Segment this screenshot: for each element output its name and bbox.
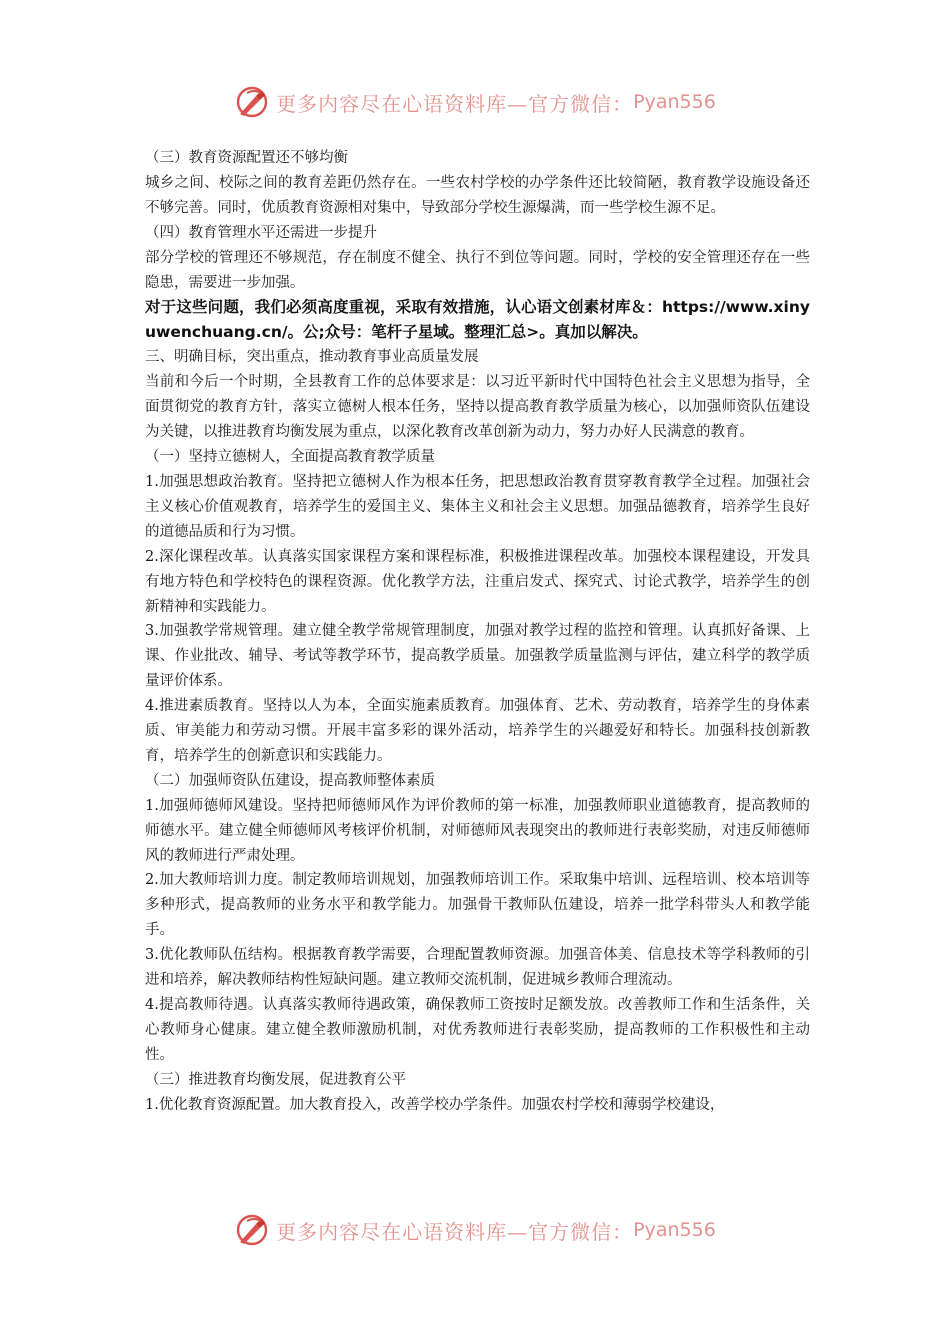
paragraph: （一）坚持立德树人，全面提高教育教学质量 — [145, 449, 435, 466]
paragraph: （三）推进教育均衡发展，促进教育公平 — [145, 1071, 406, 1088]
paragraph: 2.深化课程改革。认真落实国家课程方案和课程标准，积极推进课程改革。加强校本课程建设，开发具有地方特色和学校特色的课程资源。优化教学方法，注重启发式、探究式、讨论式教学，培养学生的创新精神和实践能力。 — [145, 548, 810, 615]
paragraph: 1.加强思想政治教育。坚持把立德树人作为根本任务，把思想政治教育贯穿教育教学全过程。加强社会主义核心价值观教育，培养学生的爱国主义、集体主义和社会主义思想。加强品德教育，培养学生良好的道德品质和行为习惯。 — [145, 473, 810, 540]
document-body — [145, 146, 810, 1118]
paragraph: 当前和今后一个时期，全县教育工作的总体要求是：以习近平新时代中国特色社会主义思想为指导，全面贯彻党的教育方针，落实立德树人根本任务，坚持以提高教育教学质量为核心，以加强师资队伍建设为关键，以推进教育均衡发展为重点，以深化教育改革创新为动力，努力办好人民满意的教育。 — [145, 374, 810, 441]
paragraph: 三、明确目标，突出重点，推动教育事业高质量发展 — [145, 349, 479, 366]
bold-notice-paragraph: 对于这些问题，我们必须高度重视，采取有效措施，认心语文创素材库＆：https://www.xinyuwenchuang.cn/。公;众号：笔杆子星域。整理汇总>。真加以解决。 — [145, 298, 810, 342]
banner-text: 更多内容尽在心语资料库—官方微信： — [276, 91, 634, 116]
banner-wechat-id: Pyan556 — [633, 91, 716, 113]
paragraph: 1.优化教育资源配置。加大教育投入，改善学校办学条件。加强农村学校和薄弱学校建设， — [145, 1096, 725, 1113]
paragraph: （四）教育管理水平还需进一步提升 — [145, 224, 377, 241]
paragraph: 城乡之间、校际之间的教育差距仍然存在。一些农村学校的办学条件还比较简陋，教育教学设施设备还不够完善。同时，优质教育资源相对集中，导致部分学校生源爆满，而一些学校生源不足。 — [145, 174, 810, 216]
paragraph: 部分学校的管理还不够规范，存在制度不健全、执行不到位等问题。同时，学校的安全管理还存在一些隐患，需要进一步加强。 — [145, 249, 810, 291]
pen-nib-logo-icon — [234, 1212, 270, 1248]
paragraph: 3.加强教学常规管理。建立健全教学常规管理制度，加强对教学过程的监控和管理。认真抓好备课、上课、作业批改、辅导、考试等教学环节，提高教学质量。加强教学质量监测与评估，建立科学的教学质量评价体系。 — [145, 623, 810, 690]
paragraph: 4.提高教师待遇。认真落实教师待遇政策，确保教师工资按时足额发放。改善教师工作和生活条件，关心教师身心健康。建立健全教师激励机制，对优秀教师进行表彰奖励，提高教师的工作积极性和主动性。 — [145, 997, 810, 1063]
banner-wechat-id: Pyan556 — [633, 1219, 716, 1241]
paragraph: 2.加大教师培训力度。制定教师培训规划，加强教师培训工作。采取集中培训、远程培训、校本培训等多种形式，提高教师的业务水平和教学能力。加强骨干教师队伍建设，培养一批学科带头人和教学能手。 — [145, 872, 810, 939]
pen-nib-logo-icon — [234, 84, 270, 120]
paragraph: （三）教育资源配置还不够均衡 — [145, 150, 348, 166]
banner-text: 更多内容尽在心语资料库—官方微信： — [276, 1219, 634, 1244]
paragraph: 3.优化教师队伍结构。根据教育教学需要，合理配置教师资源。加强音体美、信息技术等学科教师的引进和培养，解决教师结构性短缺问题。建立教师交流机制，促进城乡教师合理流动。 — [145, 947, 810, 989]
header-banner — [0, 82, 950, 122]
paragraph: 4.推进素质教育。坚持以人为本，全面实施素质教育。加强体育、艺术、劳动教育，培养学生的身体素质、审美能力和劳动习惯。开展丰富多彩的课外活动，培养学生的兴趣爱好和特长。加强科技创新教育，培养学生的创新意识和实践能力。 — [145, 698, 810, 764]
paragraph: （二）加强师资队伍建设，提高教师整体素质 — [145, 772, 435, 789]
footer-banner — [0, 1210, 950, 1250]
paragraph: 1.加强师德师风建设。坚持把师德师风作为评价教师的第一标准，加强教师职业道德教育，提高教师的师德水平。建立健全师德师风考核评价机制，对师德师风表现突出的教师进行表彰奖励，对违反师德师风的教师进行严肃处理。 — [145, 797, 810, 864]
